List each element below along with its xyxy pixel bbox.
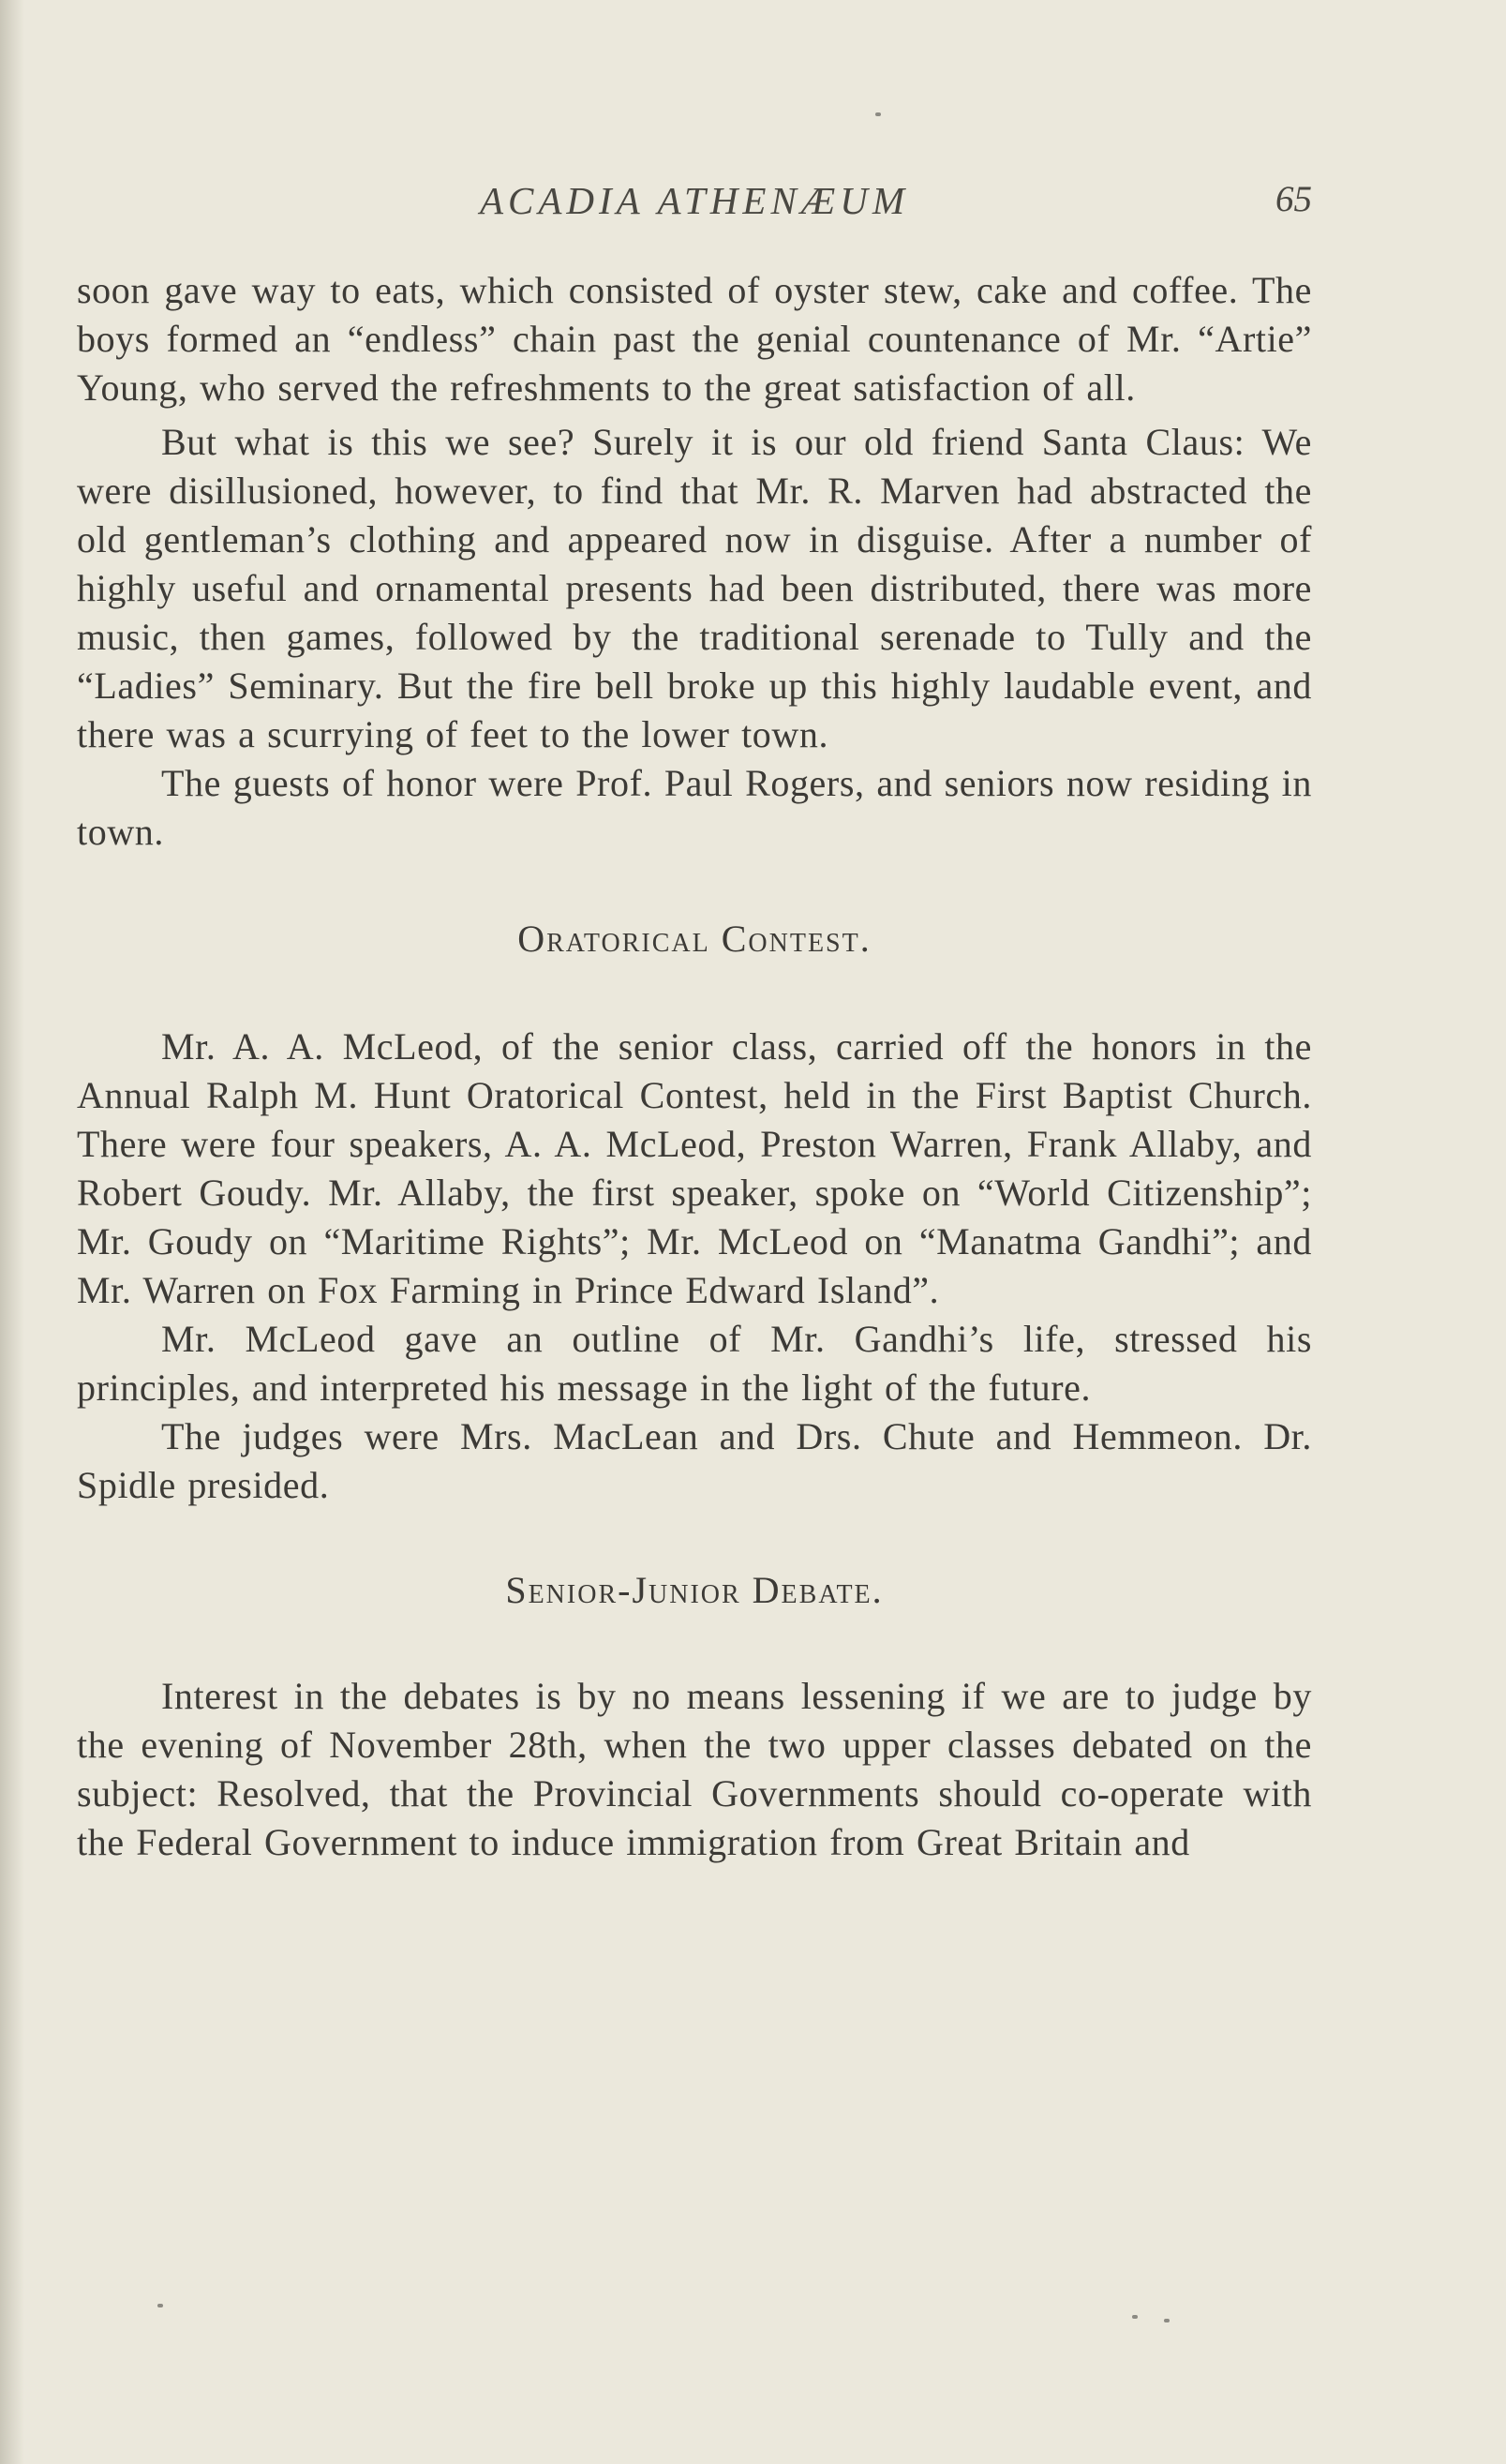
page-header [77,178,1312,234]
paragraph-continued: soon gave way to eats, which consisted of oyster stew, cake and coffee. The boys formed an “endless” chain past the genial countenance of Mr. “Artie” Young, who served the refreshments to the great satisfaction of all. [77,269,1312,409]
paper-speck [157,2304,163,2307]
paragraph-oratorical-contest: Mr. A. A. McLeod, of the senior class, carried off the honors in the Annual Ralph M. Hunt Oratorical Contest, held in the First Baptist Church. There were four speakers, A. A. McLeod, Preston Warren, Frank Allaby, and Robert Goudy. Mr. Allaby, the first speaker, spoke on “World Citizenship”; Mr. Goudy on “Maritime Rights”; Mr. McLeod on “Manatma Gandhi”; and Mr. Warren on Fox Farming in Prince Edward Island”. [77,1025,1312,1311]
paragraph-guests-of-honor: The guests of honor were Prof. Paul Rogers, and seniors now residing in town. [77,762,1312,853]
paragraph-judges: The judges were Mrs. MacLean and Drs. Chute and Hemmeon. Dr. Spidle presided. [77,1415,1312,1506]
paragraph-debate: Interest in the debates is by no means lessening if we are to judge by the evening of November 28th, when the two upper classes debated on the subject: Resolved, that the Provincial Governments should co-operate with the Federal Government to induce immigration from Great Britain and [77,1675,1312,1863]
paper-speck [1164,2319,1170,2322]
paragraph-gandhi-outline: Mr. McLeod gave an outline of Mr. Gandhi’s life, stressed his principles, and interpreted his message in the light of the future. [77,1318,1312,1409]
page-binding-edge [0,0,24,2464]
section-heading-senior-junior-debate: Senior-Junior Debate. [505,1569,884,1611]
page-number: 65 [1275,179,1312,219]
paper-speck [875,112,881,116]
text-column [77,266,1312,1867]
paper-speck [1132,2315,1138,2319]
paragraph-santa-claus: But what is this we see? Surely it is our old friend Santa Claus: We were disillusioned, however, to find that Mr. R. Marven had abstracted the old gentleman’s clothing and appeared now in disguise. After a number of highly useful and ornamental presents had been distributed, there was more music, then games, followed by the traditional serenade to Tully and the “Ladies” Seminary. But the fire bell broke up this highly laudable event, and there was a scurrying of feet to the lower town. [77,421,1312,755]
section-heading-oratorical-contest: Oratorical Contest. [517,918,872,960]
running-title: ACADIA ATHENÆUM [479,179,910,222]
